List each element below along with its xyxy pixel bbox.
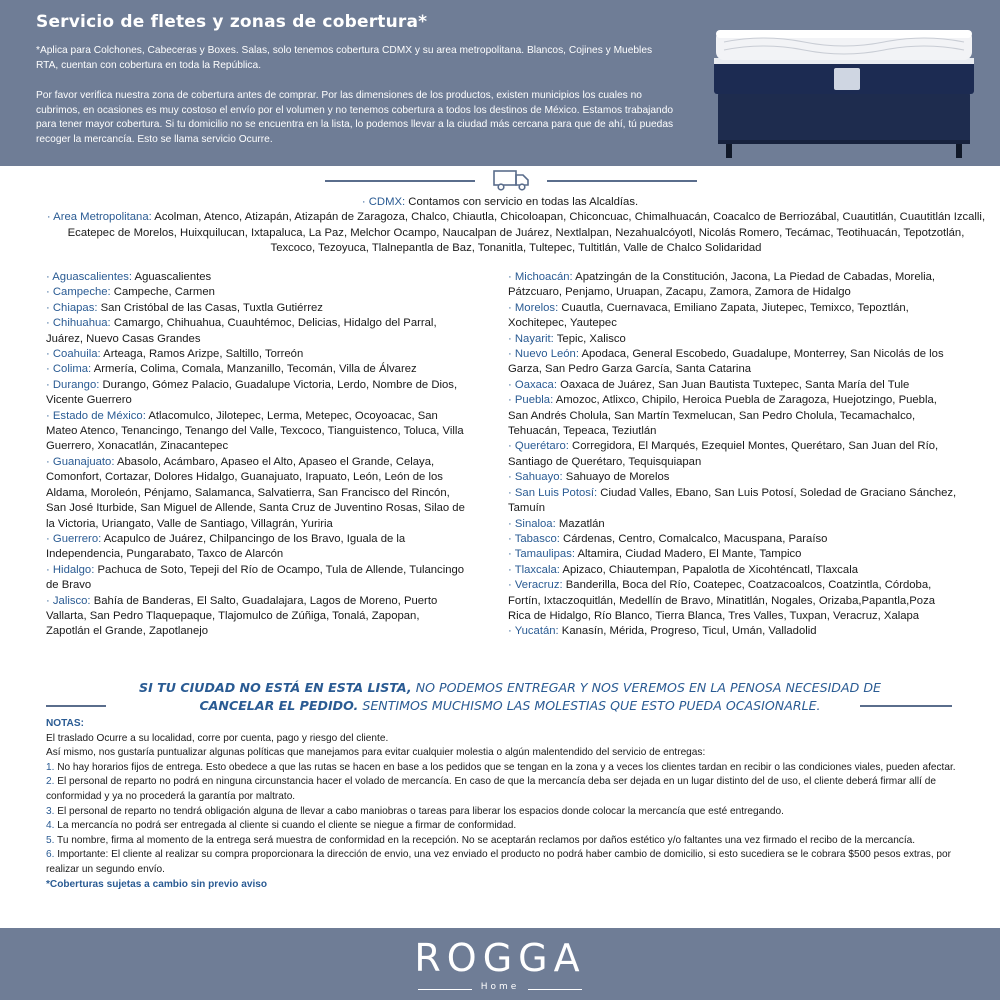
state-label: · Oaxaca:: [508, 378, 557, 391]
note-item: [46, 819, 956, 834]
state-label: · Sahuayo:: [508, 471, 563, 484]
state-cities: Apizaco, Chiautempan, Papalotla de Xicohténcatl, Tlaxcala: [559, 563, 858, 576]
states-column-right: [508, 270, 958, 640]
state-label: · Tamaulipas:: [508, 548, 575, 561]
metro-area-coverage: [46, 210, 986, 257]
truck-icon: [490, 168, 532, 192]
state-label: · Chihuahua:: [46, 317, 111, 330]
note-text: No hay horarios fijos de entrega. Esto obedece a que las rutas se hacen en base a los pedidos que se tengan en la zona y a veces los clientes tardan en recibir o las condiciones viales, pueden afectar.: [54, 761, 956, 773]
state-entry: [46, 316, 466, 347]
state-entry: [508, 547, 958, 562]
note-number: 4.: [46, 820, 55, 832]
notes-section: [46, 717, 956, 892]
state-entry: [508, 378, 958, 393]
state-label: · Nayarit:: [508, 332, 554, 345]
logo-line-right: [528, 989, 582, 990]
states-column-left: [46, 270, 466, 640]
state-label: · Coahuila:: [46, 348, 101, 361]
note-item: [46, 834, 956, 849]
notes-intro-2: Así mismo, nos gustaría puntualizar algunas políticas que manejamos para evitar cualquier molestia o algún malentendido del servicio de entregas:: [46, 747, 706, 759]
state-label: · Sinaloa:: [508, 517, 556, 530]
state-entry: [508, 393, 958, 424]
brand-logo-sub: Home: [480, 982, 520, 992]
note-item: [46, 805, 956, 820]
coverage-explanation: Por favor verifica nuestra zona de cobertura antes de comprar. Por las dimensiones de los productos, existen municipios los cuales no cubrimos, en ocasiones es muy costoso el envío por el volumen y no tenemos cobertura a todos los destinos de México. Estamos trabajando para tener mayor cobertura. Si tu domicilio no se encuentra en la lista, lo podemos llevar a la ciudad más cercana para que de ahí, tú puedas recoger la mercancía. Esto se llama servicio Ocurre.: [36, 90, 674, 145]
state-entry: [46, 362, 466, 377]
state-label: · Colima:: [46, 363, 92, 376]
note-text: La mercancía no podrá ser entregada al cliente si cuando el cliente se niegue a firmar de conformidad.: [54, 820, 517, 832]
state-label: · CDMX:: [361, 196, 406, 208]
notes-title: NOTAS:: [46, 718, 84, 729]
state-label: · Michoacán:: [508, 271, 573, 283]
state-label: · Guanajuato:: [46, 455, 115, 468]
state-cities: Camargo, Chihuahua, Cuauhtémoc, Delicias, Hidalgo del Parral, Juárez, Nuevo Casas Grandes: [46, 317, 437, 345]
state-label: · Campeche:: [46, 286, 111, 299]
state-entry: [46, 455, 466, 532]
note-text: Importante: El cliente al realizar su compra proporcionara la dirección de envio, una vez enviado el producto no podrá haber cambio de domicilio, si esto sucediera se le cobrara $500 pesos extras, por realizar un segundo envío.: [46, 849, 952, 875]
state-entry: [46, 301, 466, 316]
state-entry: [46, 532, 466, 563]
note-item: [46, 775, 956, 804]
state-cities: Corregidora, El Marqués, Ezequiel Montes, Querétaro, San Juan del Río, Santiago de Querétaro, Tequisquiapan: [508, 440, 939, 468]
state-cities: Altamira, Ciudad Madero, El Mante, Tampico: [574, 548, 802, 561]
state-label: · Hidalgo:: [46, 563, 95, 576]
state-label: · Jalisco:: [46, 594, 91, 607]
state-entry: [508, 424, 958, 439]
state-cities: Pachuca de Soto, Tepeji del Río de Ocampo, Tula de Allende, Tulancingo de Bravo: [46, 563, 465, 592]
state-entry: [508, 301, 958, 332]
note-text: El personal de reparto no podrá en ninguna circunstancia hacer el volado de mercancía. En caso de que la mercancía deba ser dejada en un lugar distinto del de uso, el cliente deberá firmar allí de conformidad y ya no procederá la garantía por maltrato.: [46, 776, 936, 802]
note-number: 6.: [46, 849, 55, 861]
state-cities: Mazatlán: [555, 517, 605, 530]
divider-line-right: [547, 180, 697, 182]
state-cities: Arteaga, Ramos Arizpe, Saltillo, Torreón: [100, 348, 304, 361]
state-cities: Abasolo, Acámbaro, Apaseo el Alto, Apaseo el Grande, Celaya, Comonfort, Cortazar, Dolores Hidalgo, Guanajuato, Irapuato, León, León de los Aldama, Moroleón, Pénjamo, Salamanca, Salvatierra, San Francisco del Rincón, San José Iturbide, San Miguel de Allende, Santa Cruz de Juventino Rosas, Silao de la Victoria, Uriangato, Valle de Santiago, Villagrán, Yuriria: [46, 455, 465, 530]
state-label: · Chiapas:: [46, 301, 98, 314]
state-cities: Cuautla, Cuernavaca, Emiliano Zapata, Jiutepec, Temixco, Tepoztlán, Xochitepec, Yautepec: [508, 301, 909, 330]
state-label: · Guerrero:: [46, 532, 102, 545]
state-entry: [508, 517, 958, 532]
state-cities: Atlacomulco, Jilotepec, Lerma, Metepec, Ocoyoacac, San Mateo Atenco, Tenancingo, Tenango del Valle, Texcoco, Tianguistenco, Toluca, Villa Guerrero, Xonacatlán, Zinacantepec: [46, 409, 464, 453]
cdmx-coverage: [0, 195, 1000, 210]
state-entry: [46, 594, 466, 640]
state-entry: [46, 285, 466, 300]
state-label: · Tabasco:: [508, 532, 560, 545]
state-cities: Acolman, Atenco, Atizapán, Atizapán de Zaragoza, Chalco, Chiautla, Chicoloapan, Chiconcuac, Chimalhuacán, Coacalco de Berriozábal, Cuautitlán, Cuautitlán Izcalli, Ecatepec de Morelos, Huixquilucan, Ixtapaluca, La Paz, Melchor Ocampo, Naucalpan de Juárez, Nextlalpan, Nezahualcóyotl, Nicolás Romero, Tecámac, Teotihuacán, Tepotzotlán, Texcoco, Tezoyuca, Tlalnepantla de Baz, Tonanitla, Tultepec, Tultitlán, Valle de Chalco Solidaridad: [67, 211, 986, 254]
state-cities: Campeche, Carmen: [110, 286, 215, 299]
state-cities: Contamos con servicio en todas las Alcaldías.: [405, 196, 639, 208]
state-label: · Aguascalientes:: [46, 271, 133, 283]
state-entry: [508, 578, 958, 624]
note-item: [46, 848, 956, 877]
state-cities: Armería, Colima, Comala, Manzanillo, Tecomán, Villa de Álvarez: [91, 363, 417, 376]
state-entry: [46, 270, 466, 285]
state-entry: [46, 409, 466, 455]
state-label: · Tlaxcala:: [508, 563, 560, 576]
note-number: 3.: [46, 805, 55, 817]
note-text: El personal de reparto no tendrá obligación alguna de llevar a cabo maniobras o tareas para liberar los espacios donde colocar la mercancía que esté entregando.: [54, 805, 784, 817]
state-label: · Yucatán:: [508, 625, 559, 638]
state-entry: [508, 486, 958, 517]
state-entry: [508, 347, 958, 378]
state-entry: [508, 470, 958, 485]
note-number: 2.: [46, 776, 55, 788]
state-cities: Ciudad Valles, Ebano, San Luis Potosí, Soledad de Graciano Sánchez, Tamuín: [508, 486, 957, 515]
state-cities: Amozoc, Atlixco, Chipilo, Heroica Puebla de Zaragoza, Huejotzingo, Puebla, San Andrés Cholula, San Martín Texmelucan, San Pedro Cholula, Tecamachalco,: [508, 394, 937, 422]
state-cities: Apodaca, General Escobedo, Guadalupe, Monterrey, San Nicolás de los Garza, San Pedro Garza García, Santa Catarina: [508, 348, 944, 376]
state-entry: [508, 270, 958, 301]
note-number: 1.: [46, 761, 55, 773]
state-label: · Nuevo León:: [508, 348, 579, 361]
state-entry: [508, 332, 958, 347]
state-entry: [46, 378, 466, 409]
warning-text-1: NO PODEMOS ENTREGAR Y NOS VEREMOS EN LA PENOSA NECESIDAD DE: [411, 680, 881, 695]
notes-footnote: *Coberturas sujetas a cambio sin previo aviso: [46, 878, 268, 890]
state-label: · Area Metropolitana:: [46, 211, 152, 223]
state-entry: [508, 439, 958, 470]
state-cities: Aguascalientes: [132, 271, 212, 283]
state-cities: Sahuayo de Morelos: [562, 471, 670, 484]
notes-list: [46, 761, 956, 878]
state-label: · Veracruz:: [508, 579, 563, 592]
state-label: · Morelos:: [508, 301, 559, 314]
warning-text-2: SENTIMOS MUCHISMO LAS MOLESTIAS QUE ESTO PUEDA OCASIONARLE.: [358, 698, 821, 713]
state-cities: Tehuacán, Tepeaca, Teziutlán: [508, 425, 657, 438]
state-entry: [508, 532, 958, 547]
mattress-image: [704, 12, 984, 160]
state-cities: Kanasín, Mérida, Progreso, Ticul, Umán, Valladolid: [558, 625, 817, 638]
note-item: [46, 761, 956, 776]
state-entry: [508, 624, 958, 639]
state-label: · Puebla:: [508, 394, 554, 407]
footer-banner: [0, 928, 1000, 1000]
note-number: 5.: [46, 834, 55, 846]
state-cities: Banderilla, Boca del Río, Coatepec, Coatzacoalcos, Coatzintla, Córdoba, Fortín, Ixtaczoquitlán, Medellín de Bravo, Minatitlán, Nogales, Orizaba,Papantla,Poza Rica de Hidalgo, Río Blanco, Tierra Blanca, Tres Valles, Tuxpan, Veracruz, Xalapa: [508, 579, 935, 622]
state-cities: Tepic, Xalisco: [553, 332, 626, 345]
page-title: Servicio de fletes y zonas de cobertura*: [36, 12, 428, 32]
state-cities: San Cristóbal de las Casas, Tuxtla Gutiérrez: [97, 301, 323, 314]
state-cities: Durango, Gómez Palacio, Guadalupe Victoria, Lerdo, Nombre de Dios, Vicente Guerrero: [46, 378, 458, 407]
coverage-warning: [80, 679, 940, 715]
state-entry: [508, 563, 958, 578]
state-entry: [46, 563, 466, 594]
state-label: · Durango:: [46, 378, 100, 391]
state-entry: [46, 347, 466, 362]
coverage-note: *Aplica para Colchones, Cabeceras y Boxes. Salas, solo tenemos cobertura CDMX y su area metropolitana. Blancos, Cojines y Muebles RTA, cuentan con cobertura en toda la República.: [36, 45, 653, 71]
warning-bold-2: CANCELAR EL PEDIDO.: [199, 698, 359, 713]
divider-line-left: [325, 180, 475, 182]
state-label: · San Luis Potosí:: [508, 486, 598, 499]
truck-divider: [325, 168, 697, 192]
state-cities: Bahía de Banderas, El Salto, Guadalajara, Lagos de Moreno, Puerto Vallarta, San Pedro Tlaquepaque, Tlajomulco de Zúñiga, Tonalá, Zapopan, Zapotlán el Grande, Zapotlanejo: [46, 594, 438, 638]
brand-logo: ROGGA: [414, 936, 586, 980]
warning-bold-1: SI TU CIUDAD NO ESTÁ EN ESTA LISTA,: [139, 680, 412, 695]
header-banner: [0, 0, 1000, 166]
state-cities: Acapulco de Juárez, Chilpancingo de los Bravo, Iguala de la Independencia, Pungarabato, Taxco de Alarcón: [46, 532, 406, 561]
state-label: · Querétaro:: [508, 440, 569, 453]
note-text: Tu nombre, firma al momento de la entrega será muestra de conformidad en la recepción. No se aceptarán reclamos por daños estético y/o faltantes una vez firmado el recibo de la mercancía.: [54, 834, 916, 846]
state-cities: Apatzingán de la Constitución, Jacona, La Piedad de Cabadas, Morelia, Pátzcuaro, Penjamo, Uruapan, Zacapu, Zamora, Zamora de Hidalgo: [508, 271, 936, 299]
notes-intro-1: El traslado Ocurre a su localidad, corre por cuenta, pago y riesgo del cliente.: [46, 732, 389, 744]
state-cities: Oaxaca de Juárez, San Juan Bautista Tuxtepec, Santa María del Tule: [556, 378, 910, 391]
state-label: · Estado de México:: [46, 409, 146, 422]
state-cities: Cárdenas, Centro, Comalcalco, Macuspana, Paraíso: [559, 532, 828, 545]
